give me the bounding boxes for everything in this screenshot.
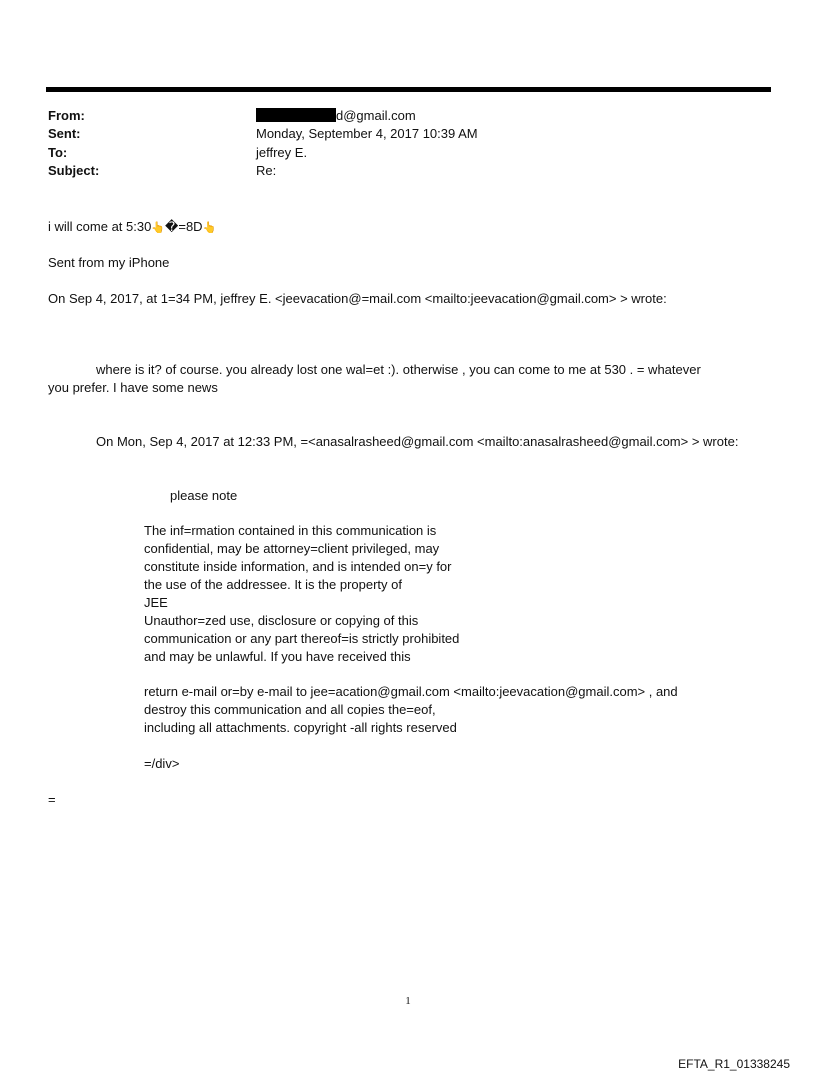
garbled-glyph-text: �=8D	[165, 219, 203, 234]
redaction-block	[256, 108, 336, 122]
disclaimer-line: constitute inside information, and is intended on=y for	[144, 559, 452, 574]
quote2-note: please note	[170, 488, 238, 503]
disclaimer2-line: including all attachments. copyright -all rights reserved	[144, 720, 457, 735]
page-number: 1	[405, 995, 411, 1007]
body-line-1	[48, 218, 216, 237]
to-label: To:	[48, 145, 68, 160]
from-label: From:	[48, 108, 85, 123]
pointing-hand-icon-2: 👆	[202, 222, 217, 234]
signature: Sent from my iPhone	[48, 255, 170, 270]
quote1-intro: On Sep 4, 2017, at 1=34 PM, jeffrey E. <jeevacation@=mail.com <mailto:jeevacation@gmail.com> > wrote:	[48, 291, 667, 306]
sent-value: Monday, September 4, 2017 10:39 AM	[256, 126, 478, 141]
quote1-line-2: you prefer. I have some news	[48, 380, 218, 395]
disclaimer-line: The inf=rmation contained in this communication is	[144, 523, 437, 538]
document-id: EFTA_R1_01338245	[678, 1057, 790, 1071]
disclaimer-line: the use of the addressee. It is the property of	[144, 577, 402, 592]
from-email-suffix: d@gmail.com	[336, 108, 416, 123]
header-rule	[46, 87, 771, 92]
pointing-hand-icon: 👆	[151, 222, 166, 234]
quote2-intro: On Mon, Sep 4, 2017 at 12:33 PM, =<anasalrasheed@gmail.com <mailto:anasalrasheed@gmail.com> > wrote:	[96, 434, 739, 449]
disclaimer-line: JEE	[144, 595, 168, 610]
body-line-1-text: i will come at 5:30	[48, 219, 152, 234]
quote1-line-1: where is it? of course. you already lost one wal=et :). otherwise , you can come to me at 530 . = whatever	[96, 362, 701, 377]
disclaimer-line: communication or any part thereof=is strictly prohibited	[144, 631, 460, 646]
disclaimer2-line: return e-mail or=by e-mail to jee=acation@gmail.com <mailto:jeevacation@gmail.com> , and	[144, 684, 678, 699]
disclaimer-line: and may be unlawful. If you have received this	[144, 649, 411, 664]
sent-label: Sent:	[48, 126, 81, 141]
to-value: jeffrey E.	[256, 145, 308, 160]
subject-label: Subject:	[48, 163, 100, 178]
disclaimer-line: Unauthor=zed use, disclosure or copying of this	[144, 613, 419, 628]
trailing-equals: =	[48, 792, 56, 807]
div-close-text: =/div>	[144, 756, 180, 771]
subject-value: Re:	[256, 163, 277, 178]
from-value	[256, 107, 416, 125]
disclaimer-line: confidential, may be attorney=client privileged, may	[144, 541, 440, 556]
disclaimer2-line: destroy this communication and all copies the=eof,	[144, 702, 436, 717]
